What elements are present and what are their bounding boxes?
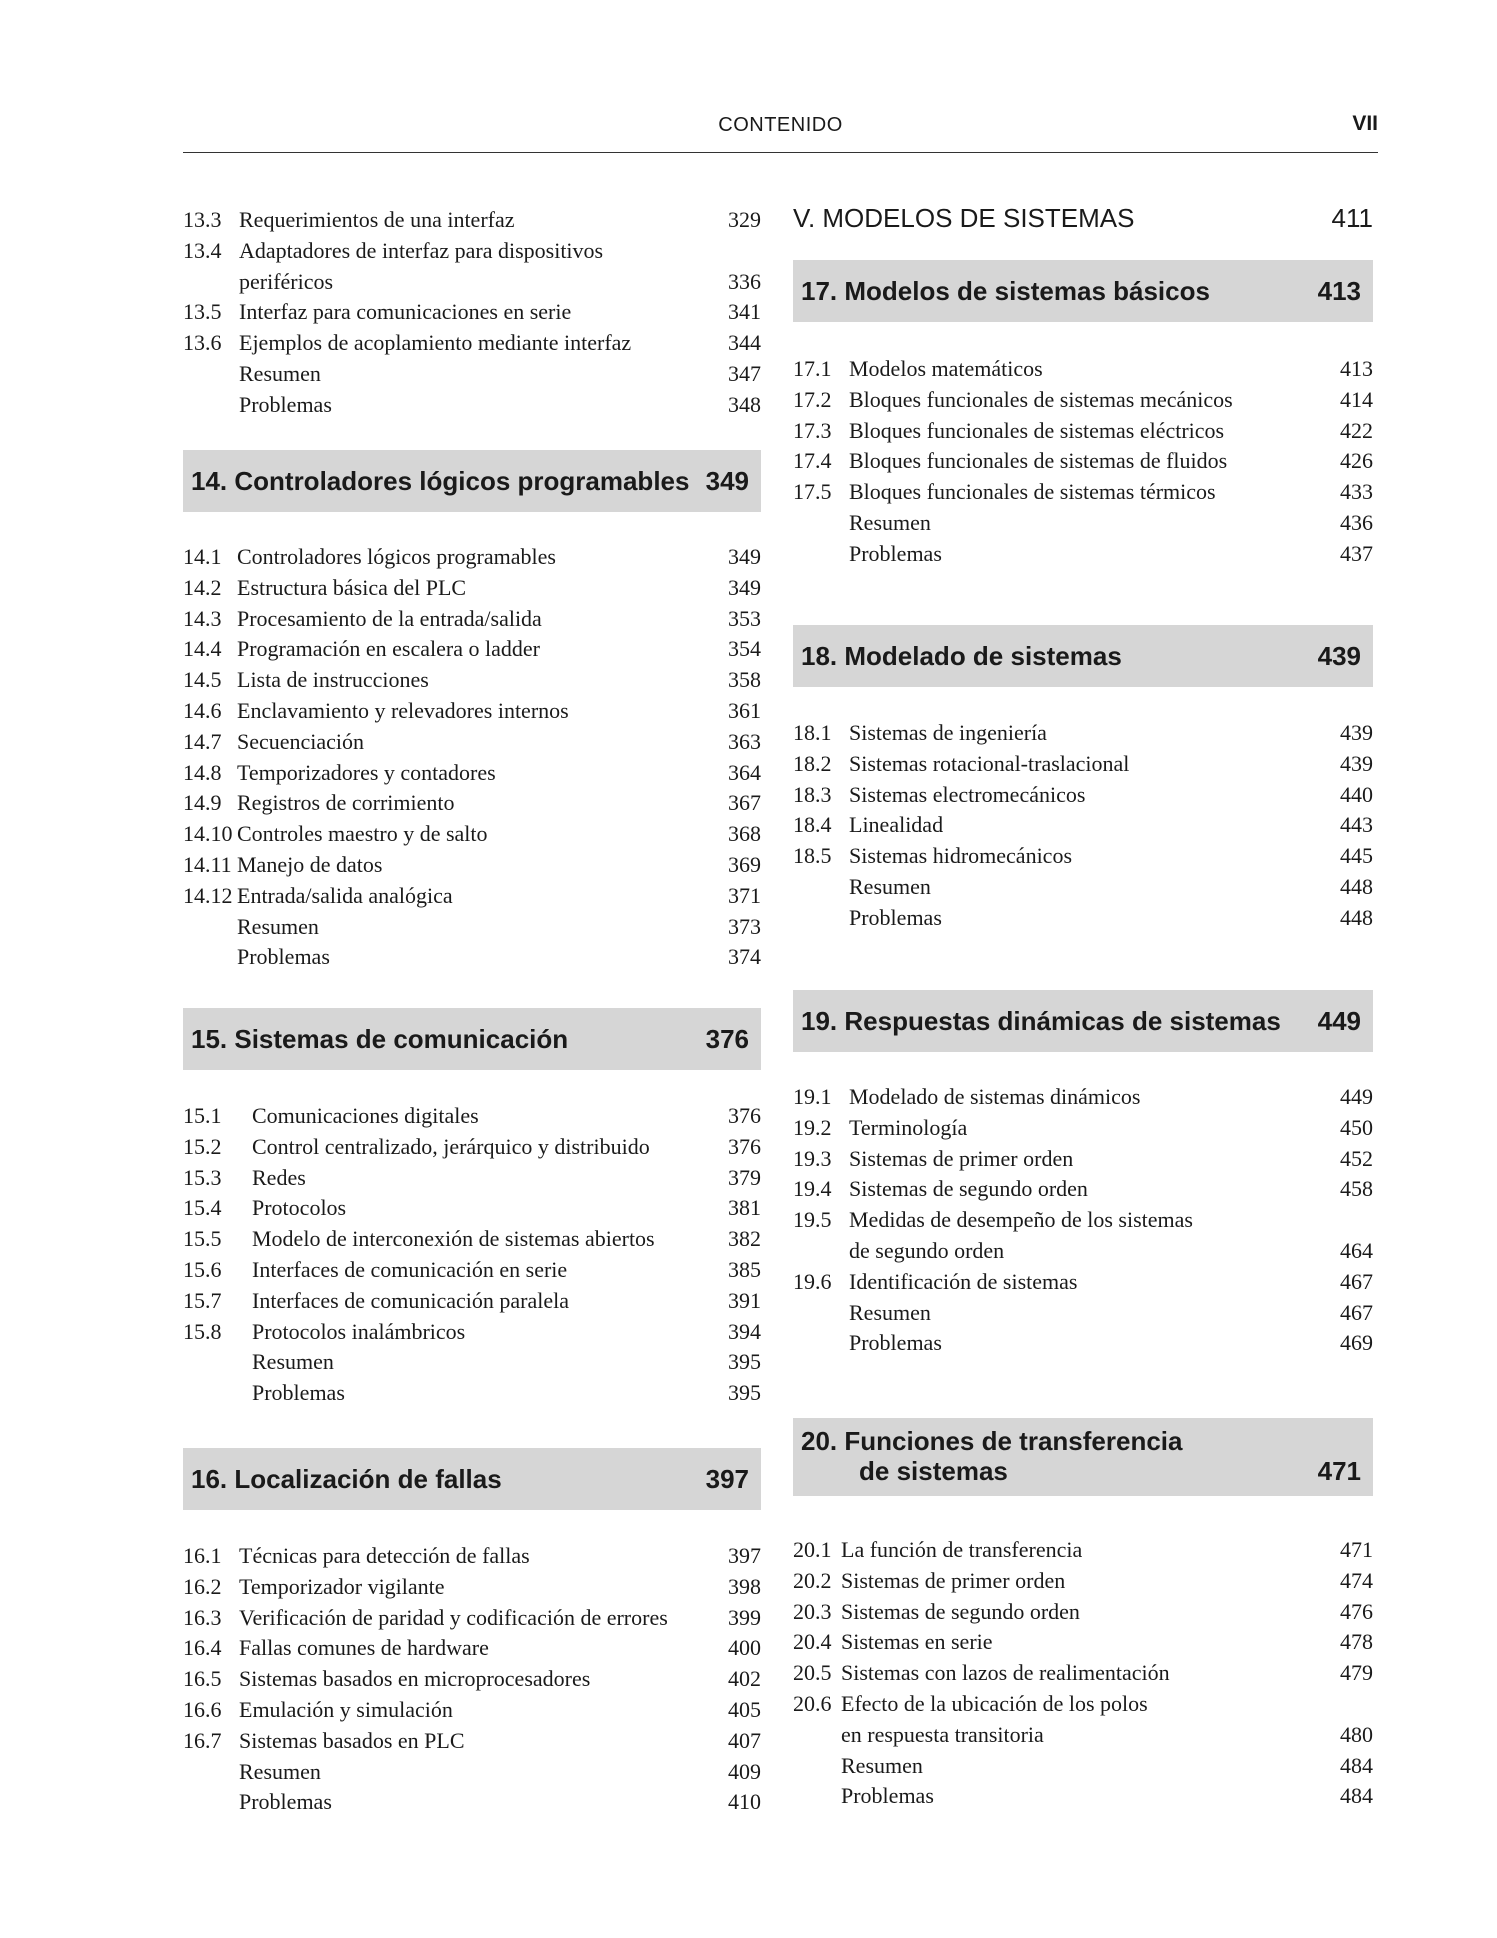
entry-title: periféricos [239, 268, 334, 294]
toc-entry[interactable] [183, 1695, 761, 1725]
entry-number: 20.1 [793, 1537, 832, 1562]
entry-title: Problemas [239, 1789, 332, 1815]
chapter-heading[interactable] [183, 1008, 761, 1070]
entry-title: Resumen [239, 361, 321, 386]
entry-number: 19.4 [793, 1176, 832, 1202]
toc-entry[interactable] [183, 267, 761, 297]
entry-title: Efecto de la ubicación de los polos [841, 1691, 1148, 1716]
entry-title: Resumen [252, 1349, 334, 1375]
entry-page: 479 [1340, 1660, 1373, 1686]
entry-number: 16.6 [183, 1697, 222, 1722]
toc-entry[interactable] [793, 872, 1373, 902]
toc-entry[interactable] [793, 1781, 1373, 1811]
toc-entry[interactable] [793, 1298, 1373, 1328]
toc-entry[interactable] [183, 696, 761, 726]
entry-title: Linealidad [849, 812, 944, 838]
toc-entry[interactable] [793, 1144, 1373, 1174]
entry-number: 15.4 [183, 1195, 222, 1221]
entry-title: Sistemas electromecánicos [849, 781, 1086, 807]
entry-page: 363 [728, 728, 761, 754]
toc-entry[interactable] [793, 385, 1373, 415]
entry-number: 18.2 [793, 750, 832, 776]
entry-number: 19.3 [793, 1145, 832, 1171]
chapter-page: 397 [705, 1464, 749, 1494]
toc-entry[interactable] [793, 1658, 1373, 1688]
entry-title: Controles maestro y de salto [237, 821, 488, 847]
entry-number: 14.2 [183, 574, 222, 600]
entry-title: Resumen [849, 1299, 931, 1325]
entry-title: Redes [252, 1164, 306, 1190]
entry-title: Modelo de interconexión de sistemas abiertos [252, 1226, 655, 1252]
entry-title: Control centralizado, jerárquico y distribuido [252, 1133, 650, 1159]
part-heading[interactable] [793, 200, 1373, 236]
toc-entry[interactable] [793, 1113, 1373, 1143]
entry-title: Terminología [849, 1114, 968, 1140]
entry-title: Protocolos [252, 1195, 347, 1221]
entry-page: 433 [1340, 479, 1373, 505]
entry-page: 467 [1340, 1299, 1373, 1325]
entry-number: 16.7 [183, 1727, 222, 1753]
entry-page: 398 [728, 1573, 761, 1599]
toc-entry[interactable] [183, 1193, 761, 1223]
toc-entry[interactable] [793, 508, 1373, 538]
entry-number: 14.9 [183, 790, 222, 816]
entry-title: Técnicas para detección de fallas [239, 1543, 530, 1568]
entry-title: Sistemas de segundo orden [849, 1176, 1088, 1202]
entry-number: 19.2 [793, 1114, 832, 1140]
entry-number: 13.6 [183, 330, 222, 356]
entry-title: Sistemas en serie [841, 1629, 993, 1655]
entry-page: 407 [728, 1727, 761, 1753]
entry-page: 426 [1340, 448, 1373, 474]
entry-page: 371 [728, 882, 761, 908]
entry-number: 18.3 [793, 781, 832, 807]
chapter-heading[interactable] [793, 625, 1373, 687]
chapter-page: 376 [705, 1024, 749, 1054]
entry-title: Interfaces de comunicación en serie [252, 1257, 568, 1282]
entry-title: de segundo orden [849, 1238, 1005, 1263]
entry-page: 464 [1340, 1238, 1373, 1263]
entry-title: Sistemas con lazos de realimentación [841, 1660, 1170, 1686]
toc-entry[interactable] [793, 1082, 1373, 1112]
entry-page: 480 [1340, 1721, 1373, 1747]
entry-number: 20.4 [793, 1629, 832, 1655]
entry-number: 15.1 [183, 1103, 222, 1128]
toc-entry[interactable] [183, 727, 761, 757]
entry-page: 353 [728, 605, 761, 631]
entry-title: Resumen [841, 1752, 923, 1778]
entry-title: Modelos matemáticos [849, 356, 1043, 381]
entry-page: 484 [1340, 1783, 1373, 1809]
entry-title: Problemas [841, 1783, 934, 1809]
entry-page: 422 [1340, 417, 1373, 443]
chapter-heading[interactable] [793, 260, 1373, 322]
entry-title: Problemas [239, 391, 332, 417]
entry-number: 17.3 [793, 417, 832, 443]
toc-entry[interactable] [183, 1603, 761, 1633]
toc-entry[interactable] [183, 1541, 761, 1571]
toc-entry[interactable] [793, 1627, 1373, 1657]
entry-title: Programación en escalera o ladder [237, 636, 540, 662]
entry-page: 395 [728, 1380, 761, 1406]
entry-number: 14.1 [183, 544, 222, 569]
entry-title: Sistemas basados en PLC [239, 1727, 465, 1753]
entry-title: Temporizadores y contadores [237, 759, 496, 785]
entry-page: 381 [728, 1195, 761, 1221]
entry-title: Sistemas de primer orden [841, 1567, 1066, 1593]
entry-title: Interfaces de comunicación paralela [252, 1287, 569, 1313]
entry-page: 382 [728, 1226, 761, 1252]
entry-number: 15.3 [183, 1164, 222, 1190]
entry-page: 449 [1340, 1084, 1373, 1109]
entry-page: 458 [1340, 1176, 1373, 1202]
entry-number: 16.5 [183, 1666, 222, 1692]
part-page: 411 [1331, 203, 1373, 233]
toc-entry[interactable] [793, 477, 1373, 507]
toc-entry[interactable] [793, 1535, 1373, 1565]
toc-entry[interactable] [183, 604, 761, 634]
entry-title: Manejo de datos [237, 852, 383, 877]
entry-number: 13.4 [183, 237, 222, 263]
entry-page: 405 [728, 1697, 761, 1722]
entry-page: 361 [728, 698, 761, 723]
entry-page: 469 [1340, 1330, 1373, 1356]
toc-entry[interactable] [183, 1664, 761, 1694]
entry-number: 20.6 [793, 1691, 832, 1716]
entry-page: 402 [728, 1666, 761, 1692]
entry-number: 15.6 [183, 1257, 222, 1282]
entry-title: Identificación de sistemas [849, 1268, 1078, 1294]
toc-entry[interactable] [793, 1566, 1373, 1596]
entry-title: Enclavamiento y relevadores internos [237, 698, 569, 723]
entry-number: 16.2 [183, 1573, 222, 1599]
entry-title: Temporizador vigilante [239, 1573, 445, 1599]
toc-entry[interactable] [793, 780, 1373, 810]
chapter-heading[interactable] [183, 1448, 761, 1510]
entry-title: Resumen [239, 1758, 321, 1784]
chapter-page: 349 [705, 466, 749, 496]
toc-entry[interactable] [183, 850, 761, 880]
entry-page: 437 [1340, 540, 1373, 566]
entry-number: 16.1 [183, 1543, 222, 1568]
chapter-page: 439 [1317, 641, 1361, 671]
chapter-title: 20. Funciones de transferencia [801, 1426, 1183, 1456]
entry-number: 19.1 [793, 1084, 832, 1109]
chapter-title: 14. Controladores lógicos programables [191, 466, 690, 496]
entry-page: 471 [1340, 1537, 1373, 1562]
entry-title: Interfaz para comunicaciones en serie [239, 299, 572, 325]
entry-page: 373 [728, 913, 761, 939]
entry-page: 329 [728, 207, 761, 232]
entry-number: 18.4 [793, 812, 832, 838]
toc-entry[interactable] [793, 416, 1373, 446]
entry-page: 439 [1340, 720, 1373, 745]
toc-entry[interactable] [793, 841, 1373, 871]
toc-entry[interactable] [183, 1572, 761, 1602]
entry-title: Procesamiento de la entrada/salida [237, 605, 542, 631]
entry-title: Protocolos inalámbricos [252, 1318, 466, 1344]
entry-page: 358 [728, 667, 761, 693]
toc-entry[interactable] [183, 1317, 761, 1347]
running-header [183, 108, 1378, 153]
entry-number: 17.1 [793, 356, 832, 381]
entry-page: 410 [728, 1789, 761, 1815]
entry-page: 440 [1340, 781, 1373, 807]
entry-number: 13.3 [183, 207, 222, 232]
toc-entry[interactable] [793, 354, 1373, 384]
chapter-page: 449 [1317, 1006, 1361, 1036]
entry-page: 376 [728, 1103, 761, 1128]
entry-title: Emulación y simulación [239, 1697, 453, 1722]
entry-page: 476 [1340, 1598, 1373, 1624]
entry-page: 445 [1340, 843, 1373, 869]
entry-number: 20.2 [793, 1567, 832, 1593]
part-title: V. MODELOS DE SISTEMAS [793, 203, 1135, 233]
entry-title: Bloques funcionales de sistemas mecánicos [849, 386, 1233, 412]
toc-entry[interactable] [793, 810, 1373, 840]
toc-entry[interactable] [183, 328, 761, 358]
toc-entry[interactable] [183, 788, 761, 818]
entry-title: Adaptadores de interfaz para dispositivos [239, 237, 604, 263]
toc-entry[interactable] [793, 1597, 1373, 1627]
entry-page: 385 [728, 1257, 761, 1282]
entry-title: Bloques funcionales de sistemas de fluidos [849, 448, 1228, 474]
entry-page: 413 [1340, 356, 1373, 381]
entry-title: Problemas [252, 1380, 345, 1406]
entry-number: 17.2 [793, 386, 832, 412]
entry-page: 397 [728, 1543, 761, 1568]
entry-page: 448 [1340, 904, 1373, 930]
entry-page: 336 [728, 268, 761, 294]
toc-entry[interactable] [793, 1205, 1373, 1235]
chapter-title: 19. Respuestas dinámicas de sistemas [801, 1006, 1281, 1036]
entry-number: 13.5 [183, 299, 222, 325]
toc-entry[interactable] [183, 359, 761, 389]
page-number: VII [1352, 112, 1378, 135]
toc-entry[interactable] [183, 390, 761, 420]
entry-title: Sistemas basados en microprocesadores [239, 1666, 591, 1692]
entry-page: 400 [728, 1635, 761, 1661]
entry-page: 474 [1340, 1567, 1373, 1593]
toc-entry[interactable] [793, 1328, 1373, 1358]
entry-title: Modelado de sistemas dinámicos [849, 1084, 1141, 1109]
toc-entry[interactable] [183, 881, 761, 911]
entry-title: Problemas [849, 904, 942, 930]
chapter-title-line2: de sistemas [859, 1456, 1008, 1486]
entry-title: Entrada/salida analógica [237, 882, 453, 908]
entry-number: 15.8 [183, 1318, 222, 1344]
entry-title: Bloques funcionales de sistemas eléctricos [849, 417, 1225, 443]
entry-page: 348 [728, 391, 761, 417]
toc-entry[interactable] [183, 665, 761, 695]
entry-page: 452 [1340, 1145, 1373, 1171]
entry-title: Problemas [849, 540, 942, 566]
entry-number: 20.3 [793, 1598, 832, 1624]
chapter-heading[interactable] [793, 1418, 1373, 1496]
entry-number: 14.4 [183, 636, 222, 662]
toc-entry[interactable] [183, 1633, 761, 1663]
entry-page: 443 [1340, 812, 1373, 838]
chapter-page: 471 [1317, 1456, 1361, 1486]
toc-entry[interactable] [793, 1267, 1373, 1297]
entry-number: 19.5 [793, 1207, 832, 1233]
entry-title: Controladores lógicos programables [237, 544, 556, 569]
entry-number: 16.3 [183, 1604, 222, 1630]
running-header-section: CONTENIDO [718, 114, 843, 136]
toc-entry[interactable] [183, 942, 761, 972]
toc-entry[interactable] [183, 1347, 761, 1377]
toc-entry[interactable] [183, 634, 761, 664]
toc-entry[interactable] [183, 1255, 761, 1285]
entry-page: 344 [728, 330, 761, 356]
toc-entry[interactable] [183, 1286, 761, 1316]
entry-title: Problemas [849, 1330, 942, 1356]
entry-number: 19.6 [793, 1268, 832, 1294]
entry-title: Sistemas de ingeniería [849, 720, 1047, 745]
toc-entry[interactable] [183, 1132, 761, 1162]
entry-page: 439 [1340, 750, 1373, 776]
entry-title: Resumen [849, 510, 931, 535]
entry-title: Sistemas rotacional-traslacional [849, 750, 1130, 776]
toc-entry[interactable] [183, 758, 761, 788]
toc-entry[interactable] [793, 1689, 1373, 1719]
entry-number: 14.8 [183, 759, 222, 785]
chapter-title: 17. Modelos de sistemas básicos [801, 276, 1210, 306]
entry-page: 478 [1340, 1629, 1373, 1655]
entry-page: 349 [728, 574, 761, 600]
entry-title: Estructura básica del PLC [237, 574, 467, 600]
entry-page: 374 [728, 944, 761, 970]
entry-page: 368 [728, 821, 761, 847]
entry-number: 16.4 [183, 1635, 222, 1661]
entry-page: 394 [728, 1318, 761, 1344]
entry-title: Ejemplos de acoplamiento mediante interfaz [239, 330, 632, 356]
entry-page: 450 [1340, 1114, 1373, 1140]
entry-page: 395 [728, 1349, 761, 1375]
chapter-page: 413 [1317, 276, 1361, 306]
toc-entry[interactable] [183, 1163, 761, 1193]
entry-number: 15.2 [183, 1133, 222, 1159]
entry-title: Secuenciación [237, 728, 365, 754]
entry-title: Resumen [237, 913, 319, 939]
entry-page: 414 [1340, 386, 1373, 412]
entry-title: Registros de corrimiento [237, 790, 455, 816]
entry-page: 349 [728, 544, 761, 569]
toc-entry[interactable] [183, 1378, 761, 1408]
toc-entry[interactable] [183, 1224, 761, 1254]
entry-page: 436 [1340, 510, 1373, 535]
toc-entry[interactable] [793, 749, 1373, 779]
entry-title: Lista de instrucciones [237, 667, 429, 693]
toc-entry[interactable] [793, 1236, 1373, 1266]
entry-page: 364 [728, 759, 761, 785]
toc-entry[interactable] [793, 446, 1373, 476]
entry-page: 369 [728, 852, 761, 877]
entry-title: Bloques funcionales de sistemas térmicos [849, 479, 1216, 505]
entry-number: 18.1 [793, 720, 832, 745]
entry-page: 379 [728, 1164, 761, 1190]
toc-entry[interactable] [793, 1751, 1373, 1781]
chapter-heading[interactable] [793, 990, 1373, 1052]
entry-page: 484 [1340, 1752, 1373, 1778]
entry-number: 15.5 [183, 1226, 222, 1252]
entry-number: 14.6 [183, 698, 222, 723]
toc-entry[interactable] [183, 236, 761, 266]
entry-number: 14.7 [183, 728, 222, 754]
entry-page: 399 [728, 1604, 761, 1630]
entry-page: 409 [728, 1758, 761, 1784]
entry-title: Sistemas hidromecánicos [849, 843, 1073, 869]
entry-number: 17.4 [793, 448, 832, 474]
entry-page: 391 [728, 1287, 761, 1313]
toc-entry[interactable] [183, 1787, 761, 1817]
toc-entry[interactable] [183, 819, 761, 849]
entry-title: Sistemas de primer orden [849, 1145, 1074, 1171]
toc-entry[interactable] [793, 1174, 1373, 1204]
entry-page: 347 [728, 361, 761, 386]
entry-number: 20.5 [793, 1660, 832, 1686]
entry-title: Comunicaciones digitales [252, 1103, 479, 1128]
entry-number: 14.12 [183, 882, 233, 908]
toc-entry[interactable] [793, 1720, 1373, 1750]
entry-number: 14.3 [183, 605, 222, 631]
entry-page: 467 [1340, 1268, 1373, 1294]
entry-page: 367 [728, 790, 761, 816]
toc-entry[interactable] [183, 297, 761, 327]
chapter-heading[interactable] [183, 450, 761, 512]
entry-title: Problemas [237, 944, 330, 970]
entry-page: 448 [1340, 874, 1373, 899]
entry-page: 354 [728, 636, 761, 662]
chapter-title: 18. Modelado de sistemas [801, 641, 1122, 671]
entry-number: 14.10 [183, 821, 233, 847]
entry-title: en respuesta transitoria [841, 1721, 1044, 1747]
toc-entry[interactable] [183, 542, 761, 572]
toc-entry[interactable] [793, 539, 1373, 569]
chapter-title: 15. Sistemas de comunicación [191, 1024, 569, 1054]
entry-title: Resumen [849, 874, 931, 899]
toc-entry[interactable] [183, 912, 761, 942]
entry-title: La función de transferencia [841, 1537, 1083, 1562]
toc-entry[interactable] [183, 573, 761, 603]
entry-number: 14.11 [183, 852, 232, 877]
toc-entry[interactable] [793, 903, 1373, 933]
toc-entry[interactable] [183, 1101, 761, 1131]
entry-number: 14.5 [183, 667, 222, 693]
entry-title: Sistemas de segundo orden [841, 1598, 1080, 1624]
toc-entry[interactable] [183, 205, 761, 235]
entry-page: 341 [728, 299, 761, 325]
chapter-title: 16. Localización de fallas [191, 1464, 502, 1494]
entry-number: 17.5 [793, 479, 832, 505]
entry-number: 15.7 [183, 1287, 222, 1313]
toc-entry[interactable] [183, 1757, 761, 1787]
toc-entry[interactable] [183, 1726, 761, 1756]
entry-page: 376 [728, 1133, 761, 1159]
toc-entry[interactable] [793, 718, 1373, 748]
entry-title: Requerimientos de una interfaz [239, 207, 515, 232]
entry-number: 18.5 [793, 843, 832, 869]
entry-title: Verificación de paridad y codificación de errores [239, 1604, 668, 1630]
entry-title: Fallas comunes de hardware [239, 1635, 489, 1661]
entry-title: Medidas de desempeño de los sistemas [849, 1207, 1193, 1233]
